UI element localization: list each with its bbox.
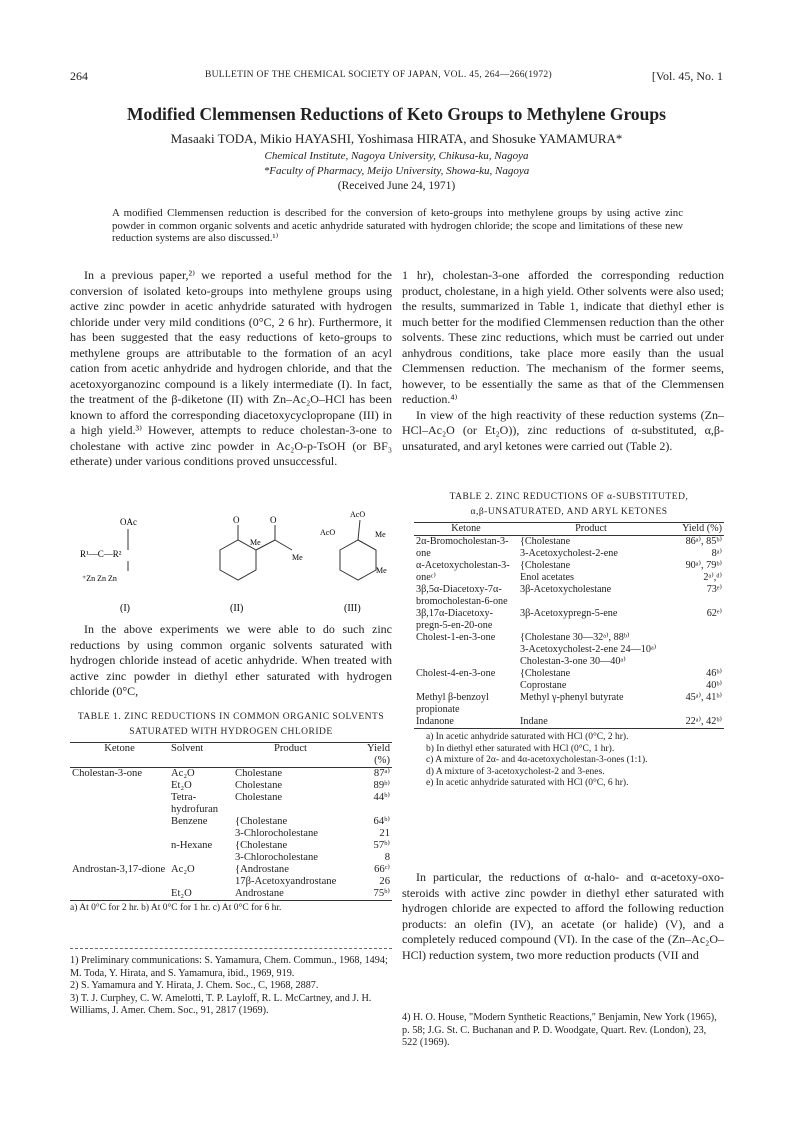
- structure-1-label: (I): [120, 603, 130, 614]
- right-column-2: [402, 870, 724, 963]
- left-column-2: [70, 622, 392, 700]
- table-2-caption-1: TABLE 2. ZINC REDUCTIONS OF α-SUBSTITUTED,: [449, 492, 689, 502]
- footnote-4: 4) H. O. House, "Modern Synthetic Reactions," Benjamin, New York (1965), p. 58; J.G. St. C. Buchanan and P. D. Woodgate, Quart. Rev. (London), 23, 522 (1969).: [402, 1012, 717, 1049]
- running-header: [70, 69, 723, 87]
- aco-label-1: AcO: [320, 528, 336, 537]
- me-label-2: Me: [292, 553, 303, 562]
- t1-header-solvent: Solvent: [171, 743, 204, 754]
- oac-label: OAc: [120, 517, 137, 527]
- t1-header-yield: Yield (%): [367, 743, 390, 766]
- footnote-2: 2) S. Yamamura and Y. Hirata, J. Chem. Soc., C, 1968, 2887.: [70, 980, 319, 992]
- table-1-grid: [70, 742, 392, 901]
- footnote-1: 1) Preliminary communications: S. Yamamura, Chem. Commun., 1968, 1494; M. Toda, Y. Hirata, and S. Yamamura, ibid., 1969, 919.: [70, 955, 388, 979]
- right-footnotes: [402, 1006, 724, 1050]
- table-2-caption-2: α,β-UNSATURATED, AND ARYL KETONES: [470, 507, 668, 517]
- oxygen-label: O: [233, 515, 240, 525]
- t1-header-product: Product: [274, 743, 307, 754]
- structure-2-label: (II): [230, 603, 244, 614]
- table-row: Benzene {Cholestane 3-Chlorocholestane 64ᵇ⁾ 21: [171, 816, 390, 839]
- table-2-grid: [414, 522, 724, 729]
- table-row: α-Acetoxycholestan-3-oneᶜ⁾ {Cholestane Enol acetates 90ᵃ⁾, 79ᵇ⁾ 2ᵃ⁾,ᵈ⁾: [416, 560, 722, 583]
- structures-svg: [70, 505, 392, 615]
- received-date: (Received June 24, 1971): [337, 180, 456, 192]
- table-1-caption-1: TABLE 1. ZINC REDUCTIONS IN COMMON ORGANIC SOLVENTS: [77, 712, 385, 722]
- table-row: Cholest-4-en-3-one {Cholestane Coprostane 46ᵇ⁾ 40ᵇ⁾: [416, 668, 722, 691]
- affiliation-2: *Faculty of Pharmacy, Meijo University, Showa-ku, Nagoya: [263, 165, 530, 177]
- me-label-3: Me: [375, 530, 386, 539]
- table-row: 2α-Bromocholestan-3-one {Cholestane 3-Acetoxycholest-2-ene 86ᵃ⁾, 85ᵇ⁾ 8ᵃ⁾: [416, 536, 722, 559]
- t2-header-ketone: Ketone: [451, 523, 481, 534]
- right-paragraph-3: In particular, the reductions of α-halo- and α-acetoxy-oxo-steroids with active zinc powder in diethyl ether saturated with hydrogen chloride are expected to afford the following reduction products: an olefin (IV), an acetate (or halide) (V), and a completely reduced compound (VI). In the case of the (Zn–Ac₂O–HCl) reduction system, two more reduction products (VII and: [402, 870, 724, 962]
- affiliation-1: Chemical Institute, Nagoya University, Chikusa-ku, Nagoya: [264, 150, 529, 162]
- table-2-notes: a) In acetic anhydride saturated with HCl (0°C, 2 hr). b) In diethyl ether saturated with HCl (0°C, 1 hr). c) A mixture of 2α- and 4α-acetoxycholestan-3-ones (1:1). d) A mixture of 3-acetoxycholest-2 and 3-enes. e) In acetic anhydride saturated with HCl (0°C, 6 hr).: [426, 732, 648, 788]
- me-label-1: Me: [250, 538, 261, 547]
- right-paragraph-1: 1 hr), cholestan-3-one afforded the corresponding reduction product, cholestane, in a high yield. Other solvents were also used; the results, summarized in Table 1, indicate that diethyl ether is much better for the modified Clemmensen reduction than the other solvents. These zinc reductions, which must be carried out under anhydrous conditions, take place more easily than the usual Clemmensen reduction. The mechanism of the former seems, however, to be essentially the same as that of the Clemmensen reduction.⁴⁾: [402, 268, 724, 406]
- oxygen-label-2: O: [270, 515, 277, 525]
- table-row: Et₂O Androstane 75ᵇ⁾: [70, 888, 392, 901]
- volume-label: [Vol. 45, No. 1: [651, 69, 723, 83]
- left-column: [70, 268, 392, 470]
- right-paragraph-2: In view of the high reactivity of these reduction systems (Zn–HCl–Ac₂O (or Et₂O)), zinc reductions of α-substituted, α,β-unsaturated, and aryl ketones were carried out (Table 2).: [402, 407, 724, 453]
- table-row: 3β,17α-Diacetoxy-pregn-5-en-20-one 3β-Acetoxypregn-5-ene 62ᵉ⁾: [416, 608, 722, 631]
- table-row: Androstan-3,17-dione Ac₂O {Androstane 17β-Acetoxyandrostane 66ᶜ⁾ 26: [72, 864, 390, 887]
- journal-name: BULLETIN OF THE CHEMICAL SOCIETY OF JAPAN, VOL. 45, 264—266(1972): [205, 70, 552, 80]
- left-footnotes: [70, 948, 392, 1018]
- abstract: A modified Clemmensen reduction is described for the conversion of keto-groups into methylene groups by using active zinc powder in common organic solvents and acetic anhydride saturated with hydrogen chloride; the scope and limitations of these new reduction systems are also discussed.¹⁾: [112, 207, 683, 244]
- table-row: Indanone Indane 22ᵃ⁾, 42ᵇ⁾: [416, 716, 722, 727]
- table-2: [414, 490, 724, 790]
- structures-figure: [70, 505, 392, 615]
- right-column: [402, 268, 724, 454]
- structure-3-label: (III): [344, 603, 361, 614]
- table-row: Methyl β-benzoyl propionate Methyl γ-phenyl butyrate 45ᵃ⁾, 41ᵇ⁾: [416, 692, 722, 715]
- footnote-3: 3) T. J. Curphey, C. W. Amelotti, T. P. Layloff, R. L. McCartney, and J. H. Williams, J. Amer. Chem. Soc., 91, 2817 (1969).: [70, 992, 372, 1017]
- table-row: Et₂O Cholestane 89ᵇ⁾: [171, 780, 390, 791]
- table-1-caption-2: SATURATED WITH HYDROGEN CHLORIDE: [129, 727, 333, 737]
- aco-label-2: AcO: [350, 510, 366, 519]
- left-paragraph-2: In the above experiments we were able to do such zinc reductions by using common organic solvents saturated with hydrogen chloride instead of acetic anhydride. When treated with active zinc powder in diethyl ether saturated with hydrogen chloride (0°C,: [70, 622, 392, 698]
- r-group-label: R¹—C—R²: [80, 549, 122, 559]
- t2-header-yield: Yield (%): [682, 523, 722, 534]
- t2-header-product: Product: [575, 523, 607, 534]
- table-1-note: a) At 0°C for 2 hr. b) At 0°C for 1 hr. c) At 0°C for 6 hr.: [70, 903, 282, 913]
- table-1: [70, 710, 392, 915]
- left-paragraph-1: In a previous paper,²⁾ we reported a useful method for the conversion of isolated keto-groups into methylene groups using active zinc powder in acetic anhydride saturated with hydrogen chloride under very mild conditions (0°C, 2 6 hr). Furthermore, it has been suggested that the easy reductions of keto-groups to methylene groups are attributable to the formation of an acyl cation from acetic anhydride and hydrogen chloride, and that the acetoxyorganozinc compound is a likely intermediate (I). In fact, the treatment of the β-diketone (II) with Zn–Ac₂O–HCl has been known to afford the corresponding diacetoxycyclopropane (III) in a high yield.³⁾ However, attempts to reduce cholestan-3-one to cholestane with active zinc powder in Ac₂O-p-TsOH (or BF₃ etherate) under various conditions proved unsuccessful.: [70, 268, 392, 468]
- zn-label: ⁺Zn Zn Zn: [82, 574, 117, 583]
- t1-header-ketone: Ketone: [104, 743, 135, 754]
- me-label-4: Me: [376, 566, 387, 575]
- table-row: n-Hexane {Cholestane 3-Chlorocholestane 57ᵇ⁾ 8: [171, 840, 390, 863]
- table-row: Cholest-1-en-3-one {Cholestane 30—32ᵃ⁾, 88ᵇ⁾ 3-Acetoxycholest-2-ene 24—10ᵃ⁾ Cholestan-3-one 30—40ᵃ⁾: [416, 632, 657, 667]
- paper-title: Modified Clemmensen Reductions of Keto Groups to Methylene Groups: [127, 104, 666, 124]
- table-row: Tetra-hydrofuran Cholestane 44ᵇ⁾: [171, 792, 390, 815]
- page-number: 264: [70, 69, 88, 83]
- table-row: 3β,5α-Diacetoxy-7α-bromocholestan-6-one 3β-Acetoxycholestane 73ᵉ⁾: [416, 584, 722, 607]
- table-row: Cholestan-3-one Ac₂O Cholestane 87ᵃ⁾: [72, 768, 390, 779]
- authors: Masaaki TODA, Mikio HAYASHI, Yoshimasa HIRATA, and Shosuke YAMAMURA*: [170, 131, 623, 146]
